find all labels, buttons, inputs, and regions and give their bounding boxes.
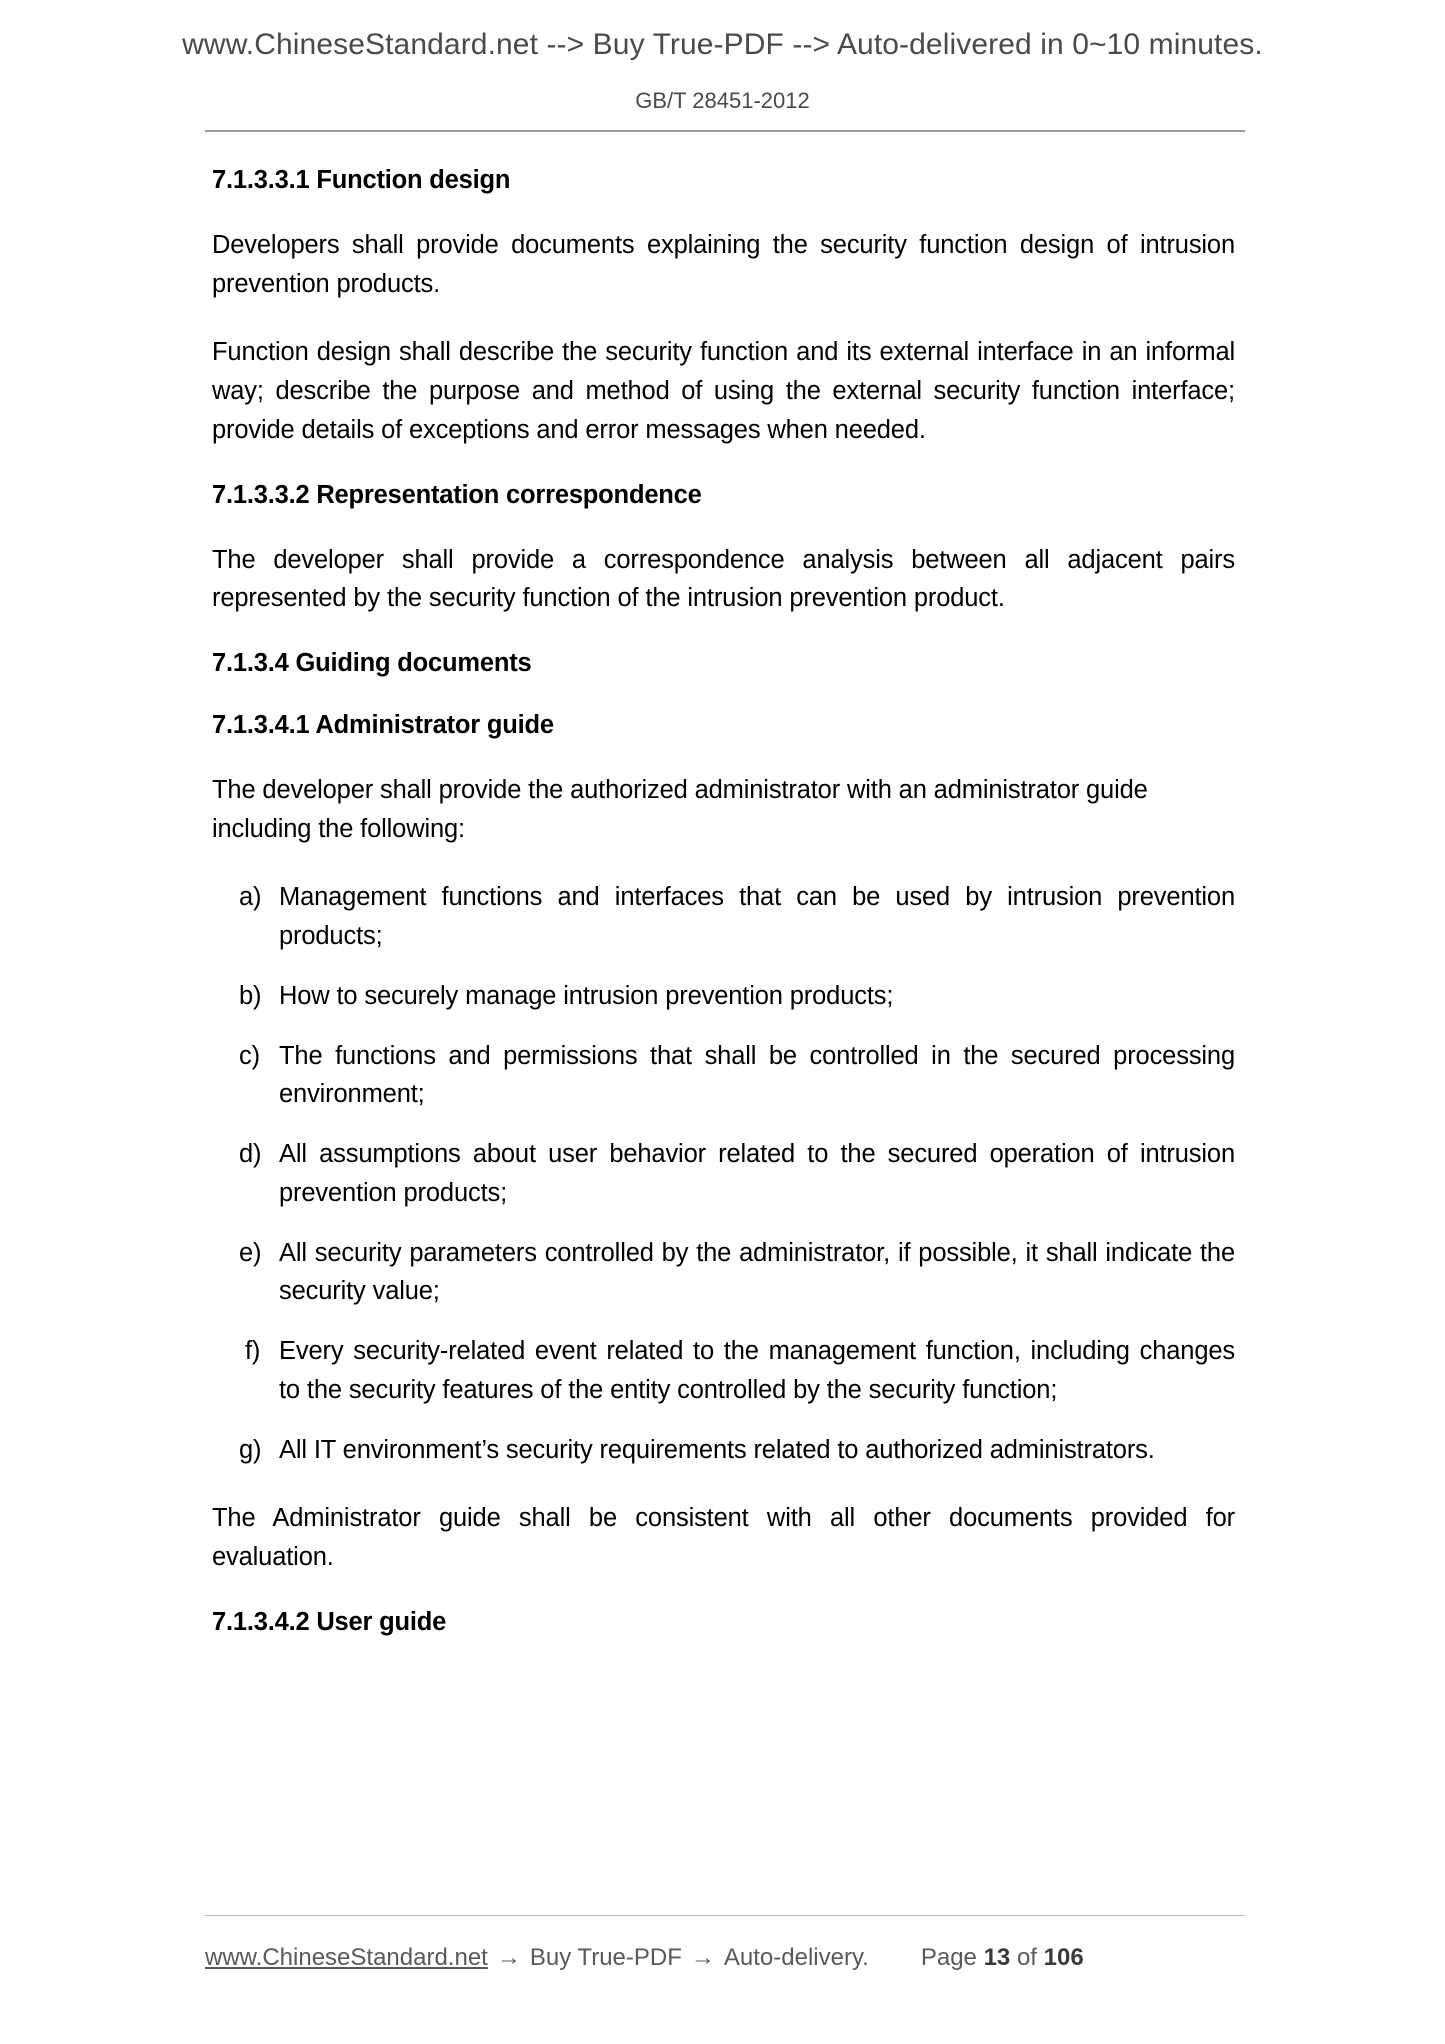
footer-site-link[interactable]: www.ChineseStandard.net: [205, 1944, 488, 1971]
list-item: [212, 977, 1235, 1016]
list-item: [212, 1431, 1235, 1470]
heading-function-design: 7.1.3.3.1 Function design: [212, 166, 511, 194]
list-item-text: Every security-related event related to the management function, including changes to the security features of the entity controlled by the security function;: [279, 1337, 1235, 1404]
footer-delivery-label: Auto-delivery.: [723, 1944, 869, 1971]
document-content: [212, 165, 1235, 1639]
list-item-text: The functions and permissions that shall be controlled in the secured processing environment;: [279, 1041, 1235, 1109]
list-item-marker: f): [245, 1337, 261, 1365]
heading-administrator-guide: 7.1.3.4.1 Administrator guide: [212, 710, 554, 739]
list-item-marker: d): [239, 1140, 262, 1168]
list-item-text: How to securely manage intrusion prevention products;: [279, 981, 894, 1010]
footer-divider: [205, 1915, 1245, 1916]
paragraph-function-design-description: Function design shall describe the security function and its external interface in an informal way; describe the purpose and method of using the external security function interface; provide details of exceptions and error messages when needed.: [212, 338, 1235, 444]
list-item: [212, 1135, 1235, 1213]
paragraph-developers-documents: Developers shall provide documents explaining the security function design of intrusion prevention products.: [212, 230, 1235, 298]
list-item: [212, 1332, 1235, 1410]
page-footer: [205, 1944, 1245, 1972]
list-item-marker: b): [239, 981, 262, 1010]
standard-code: GB/T 28451-2012: [635, 88, 810, 113]
administrator-guide-list: [212, 878, 1235, 1469]
list-item-marker: c): [239, 1041, 260, 1070]
list-item: [212, 878, 1235, 956]
heading-user-guide: 7.1.3.4.2 User guide: [212, 1607, 447, 1636]
page-indicator: [921, 1944, 1084, 1972]
of-label: of: [1016, 1944, 1037, 1971]
list-item-marker: a): [239, 883, 262, 912]
list-item: [212, 1037, 1235, 1115]
heading-guiding-documents: 7.1.3.4 Guiding documents: [212, 649, 532, 677]
paragraph-correspondence-analysis: The developer shall provide a correspondence analysis between all adjacent pairs represented by the security function of the intrusion prevention product.: [212, 545, 1235, 613]
list-item-marker: e): [239, 1238, 262, 1267]
arrow-right-icon: →: [496, 1944, 521, 1971]
heading-representation-correspondence: 7.1.3.3.2 Representation correspondence: [212, 480, 702, 509]
list-item-marker: g): [239, 1435, 262, 1464]
paragraph-admin-guide-intro: The developer shall provide the authorized administrator with an administrator guide including the following:: [212, 775, 1148, 843]
promo-header-text: www.ChineseStandard.net --> Buy True-PDF --> Auto-delivered in 0~10 minutes.: [182, 28, 1263, 61]
list-item: [212, 1234, 1235, 1312]
arrow-right-icon: →: [690, 1944, 715, 1971]
list-item-text: All IT environment’s security requirements related to authorized administrators.: [279, 1435, 1155, 1464]
paragraph-admin-guide-consistent: The Administrator guide shall be consistent with all other documents provided for evaluation.: [212, 1504, 1235, 1571]
list-item-text: Management functions and interfaces that can be used by intrusion prevention products;: [279, 883, 1235, 950]
total-pages: 106: [1043, 1944, 1084, 1971]
footer-buy-label: Buy True-PDF: [529, 1944, 682, 1971]
header-divider: [205, 130, 1245, 132]
page-label: Page: [920, 1944, 977, 1971]
list-item-text: All security parameters controlled by the administrator, if possible, it shall indicate the security value;: [279, 1238, 1235, 1306]
page-number: 13: [983, 1944, 1011, 1971]
list-item-text: All assumptions about user behavior related to the secured operation of intrusion prevention products;: [279, 1140, 1235, 1207]
